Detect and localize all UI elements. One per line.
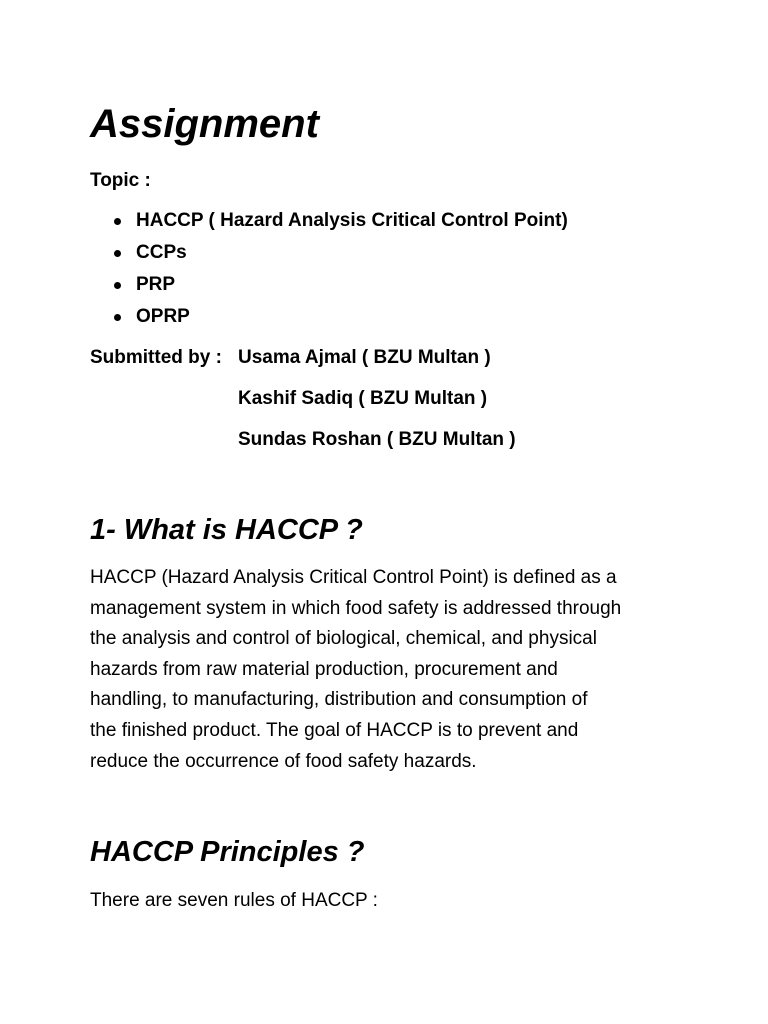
author-name: Usama Ajmal ( BZU Multan ) <box>238 347 491 368</box>
author-name: Sundas Roshan ( BZU Multan ) <box>238 429 516 450</box>
haccp-principles-paragraph <box>90 886 690 917</box>
topic-label: Topic : <box>90 170 151 191</box>
author-list <box>238 346 516 469</box>
bullet-icon <box>114 282 121 289</box>
paragraph-line: handling, to manufacturing, distribution and consumption of <box>90 689 588 711</box>
document-title: Assignment <box>90 102 319 146</box>
topic-item-text: CCPs <box>136 242 187 263</box>
paragraph-line: reduce the occurrence of food safety hazards. <box>90 750 477 772</box>
topic-item-text: HACCP ( Hazard Analysis Critical Control Point) <box>136 210 568 231</box>
author-name: Kashif Sadiq ( BZU Multan ) <box>238 388 488 409</box>
bullet-icon <box>114 314 121 321</box>
section-heading-haccp-principles: HACCP Principles ? <box>90 836 365 868</box>
topic-item-text: PRP <box>136 274 176 295</box>
paragraph-line: management system in which food safety is addressed through <box>90 597 622 619</box>
paragraph-line: There are seven rules of HACCP : <box>90 890 378 911</box>
paragraph-line: the finished product. The goal of HACCP is to prevent and <box>90 719 579 741</box>
haccp-definition-paragraph <box>90 563 690 777</box>
topic-item-text: OPRP <box>136 306 190 327</box>
bullet-icon <box>114 218 121 225</box>
paragraph-line: HACCP (Hazard Analysis Critical Control Point) is defined as a <box>90 567 617 588</box>
bullet-icon <box>114 250 121 257</box>
paragraph-line: the analysis and control of biological, chemical, and physical <box>90 628 597 650</box>
paragraph-line: hazards from raw material production, procurement and <box>90 658 558 680</box>
submitted-by-label: Submitted by : <box>90 347 222 368</box>
section-heading-what-is-haccp: 1- What is HACCP ? <box>90 514 363 546</box>
